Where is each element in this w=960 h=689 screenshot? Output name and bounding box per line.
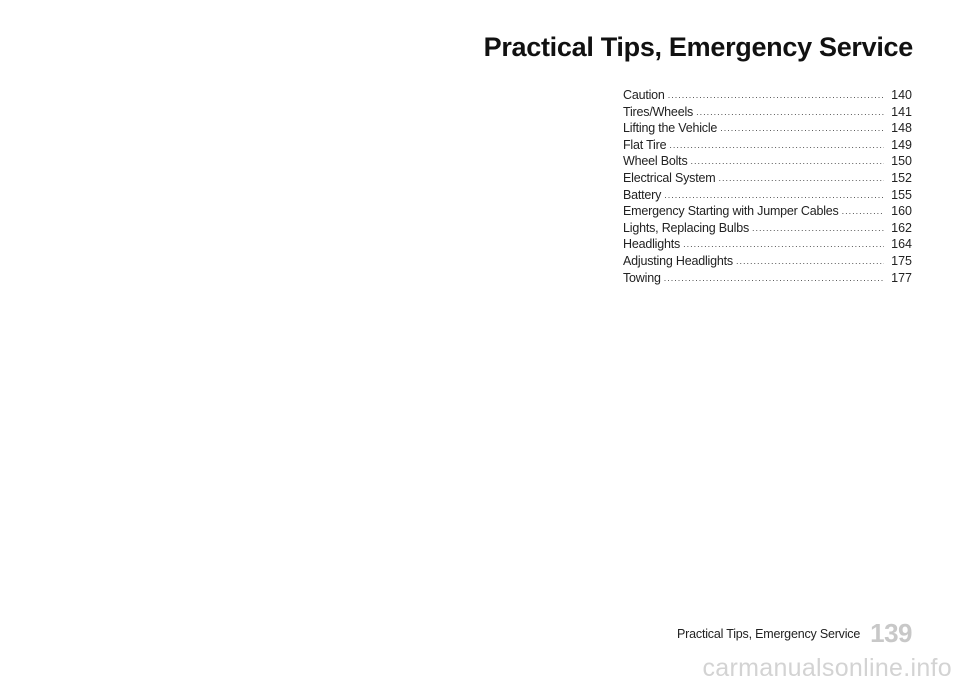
toc-dot-leader [664,187,884,204]
toc-entry-battery[interactable] [623,187,912,204]
page-title: Practical Tips, Emergency Service [483,32,913,62]
toc-entry-adjusting-headlights[interactable] [623,253,912,270]
toc-dot-leader [842,203,884,220]
toc-dot-leader [668,87,884,104]
toc-dot-leader [718,170,884,187]
toc-dot-leader [691,153,885,170]
toc-dot-leader [696,104,884,121]
toc-entry-label: Caution [623,88,665,102]
watermark-text: carmanualsonline.info [702,654,952,682]
toc-dot-leader [683,236,884,253]
table-of-contents [623,87,912,286]
toc-entry-emergency-starting[interactable] [623,203,912,220]
toc-entry-tires-wheels[interactable] [623,104,912,121]
toc-dot-leader [736,253,884,270]
page-footer [677,618,912,649]
toc-dot-leader [669,137,884,154]
toc-entry-page: 162 [891,220,912,235]
toc-dot-leader [752,220,884,237]
toc-dot-leader [664,270,884,287]
toc-entry-label: Lights, Replacing Bulbs [623,220,750,235]
toc-entry-electrical-system[interactable] [623,170,912,187]
toc-dot-leader [720,120,884,137]
toc-entry-page: 160 [891,204,912,219]
toc-entry-page: 149 [891,137,912,152]
toc-entry-towing[interactable] [623,270,912,287]
toc-entry-page: 175 [891,253,912,268]
toc-entry-caution[interactable] [623,87,912,104]
toc-entry-label: Lifting the Vehicle [623,121,718,136]
toc-entry-label: Headlights [623,237,681,252]
toc-entry-page: 141 [891,104,912,119]
toc-entry-page: 140 [891,88,912,102]
toc-entry-label: Towing [623,270,661,285]
toc-entry-wheel-bolts[interactable] [623,153,912,170]
footer-page-number: 139 [870,618,912,648]
toc-entry-lights-replacing-bulbs[interactable] [623,220,912,237]
toc-entry-label: Flat Tire [623,137,667,152]
toc-entry-label: Tires/Wheels [623,104,694,119]
toc-entry-label: Adjusting Headlights [623,253,733,268]
toc-entry-page: 152 [891,170,912,185]
toc-entry-label: Electrical System [623,170,716,185]
toc-entry-label: Wheel Bolts [623,154,688,169]
toc-entry-page: 148 [891,121,912,136]
toc-entry-page: 177 [891,270,912,285]
toc-entry-flat-tire[interactable] [623,137,912,154]
footer-section-label: Practical Tips, Emergency Service [677,626,861,641]
toc-entry-page: 150 [891,154,912,169]
toc-entry-page: 155 [891,187,912,202]
toc-entry-headlights[interactable] [623,236,912,253]
toc-entry-label: Battery [623,187,662,202]
toc-entry-label: Emergency Starting with Jumper Cables [623,204,839,219]
toc-entry-lifting-the-vehicle[interactable] [623,120,912,137]
toc-entry-page: 164 [891,237,912,252]
